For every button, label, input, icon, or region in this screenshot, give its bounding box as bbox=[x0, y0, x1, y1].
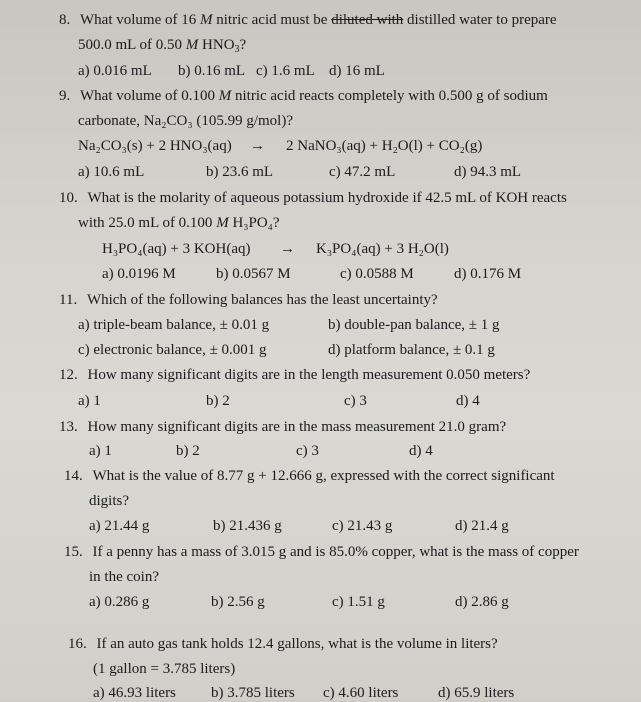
question-12-options bbox=[78, 392, 578, 410]
question-13: 13. How many significant digits are in the mass measurement 21.0 gram? bbox=[59, 419, 507, 435]
option-b: b) 2 bbox=[206, 393, 230, 409]
option-b: b) 2 bbox=[176, 443, 200, 459]
option-c: c) electronic balance, ± 0.001 g bbox=[78, 342, 267, 358]
option-a: a) triple-beam balance, ± 0.01 g bbox=[78, 317, 270, 333]
option-a: a) 0.286 g bbox=[89, 594, 150, 610]
question-number: 8. bbox=[59, 12, 71, 28]
question-11-options-row-1 bbox=[78, 316, 618, 334]
option-d: d) 21.4 g bbox=[455, 518, 509, 534]
question-9-equation bbox=[78, 137, 618, 155]
option-a: a) 46.93 liters bbox=[93, 685, 176, 701]
question-number: 14. bbox=[64, 468, 83, 484]
question-9-options bbox=[78, 163, 618, 181]
option-a: a) 0.016 mL bbox=[78, 63, 152, 79]
question-16-options bbox=[93, 684, 623, 702]
option-d: d) 0.176 M bbox=[454, 266, 522, 282]
option-a: a) 1 bbox=[89, 443, 112, 459]
option-d: d) 4 bbox=[456, 393, 480, 409]
equation-right: 2 NaNO₃(aq) + H₂O(l) + CO₂(g) bbox=[286, 138, 483, 154]
question-9: 9. What volume of 0.100 M nitric acid reacts completely with 0.500 g of sodium bbox=[59, 88, 548, 104]
question-number: 16. bbox=[68, 636, 87, 652]
option-c: c) 47.2 mL bbox=[329, 164, 396, 180]
option-b: b) 0.16 mL bbox=[178, 63, 246, 79]
option-c: c) 4.60 liters bbox=[323, 685, 399, 701]
question-10-line-2: with 25.0 mL of 0.100 M H₃PO₄? bbox=[78, 215, 280, 231]
question-15-options bbox=[89, 593, 599, 611]
question-13-options bbox=[89, 442, 569, 460]
question-number: 10. bbox=[59, 190, 78, 206]
option-d: d) 94.3 mL bbox=[454, 164, 522, 180]
question-8-options bbox=[78, 62, 618, 80]
option-b: b) 3.785 liters bbox=[211, 685, 295, 701]
arrow: → bbox=[280, 241, 295, 257]
arrow: → bbox=[250, 138, 265, 154]
struck-text: diluted with bbox=[331, 12, 404, 28]
option-a: a) 10.6 mL bbox=[78, 164, 145, 180]
equation-left: Na₂CO₃(s) + 2 HNO₃(aq) bbox=[78, 138, 232, 154]
question-10-equation bbox=[102, 240, 602, 258]
question-number: 11. bbox=[59, 292, 78, 308]
question-15: 15. If a penny has a mass of 3.015 g and is 85.0% copper, what is the mass of copper bbox=[64, 544, 579, 560]
option-d: d) 16 mL bbox=[329, 63, 385, 79]
question-14-line-2: digits? bbox=[89, 493, 129, 509]
option-a: a) 0.0196 M bbox=[102, 266, 176, 282]
option-d: d) 4 bbox=[409, 443, 433, 459]
question-14-options bbox=[89, 517, 599, 535]
question-9-line-2: carbonate, Na₂CO₃ (105.99 g/mol)? bbox=[78, 113, 293, 129]
equation-right: K₃PO₄(aq) + 3 H₂O(l) bbox=[316, 241, 449, 257]
question-10-options bbox=[102, 265, 622, 283]
question-number: 13. bbox=[59, 419, 78, 435]
option-c: c) 1.6 mL bbox=[256, 63, 315, 79]
option-a: a) 21.44 g bbox=[89, 518, 150, 534]
question-8: 8. What volume of 16 M nitric acid must be diluted with distilled water to prepare bbox=[59, 12, 557, 28]
option-d: d) 2.86 g bbox=[455, 594, 509, 610]
question-11: 11. Which of the following balances has the least uncertainty? bbox=[59, 292, 438, 308]
option-a: a) 1 bbox=[78, 393, 101, 409]
question-16-line-2: (1 gallon = 3.785 liters) bbox=[93, 661, 236, 677]
question-14: 14. What is the value of 8.77 g + 12.666 g, expressed with the correct significant bbox=[64, 468, 555, 484]
option-c: c) 3 bbox=[296, 443, 319, 459]
option-d: d) platform balance, ± 0.1 g bbox=[328, 342, 495, 358]
option-c: c) 1.51 g bbox=[332, 594, 385, 610]
question-8-line-2: 500.0 mL of 0.50 M $HNO_3$? bbox=[78, 37, 247, 55]
option-c: c) 3 bbox=[344, 393, 367, 409]
option-b: b) 21.436 g bbox=[213, 518, 282, 534]
option-b: b) 0.0567 M bbox=[216, 266, 291, 282]
option-d: d) 65.9 liters bbox=[438, 685, 515, 701]
option-b: b) double-pan balance, ± 1 g bbox=[328, 317, 500, 333]
question-15-line-2: in the coin? bbox=[89, 569, 159, 585]
question-number: 15. bbox=[64, 544, 83, 560]
question-11-options-row-2 bbox=[78, 341, 618, 359]
question-number: 9. bbox=[59, 88, 71, 104]
option-c: c) 21.43 g bbox=[332, 518, 393, 534]
option-c: c) 0.0588 M bbox=[340, 266, 414, 282]
option-b: b) 2.56 g bbox=[211, 594, 265, 610]
question-12: 12. How many significant digits are in the length measurement 0.050 meters? bbox=[59, 367, 531, 383]
equation-left: H₃PO₄(aq) + 3 KOH(aq) bbox=[102, 241, 251, 257]
question-10: 10. What is the molarity of aqueous potassium hydroxide if 42.5 mL of KOH reacts bbox=[59, 190, 567, 206]
question-16: 16. If an auto gas tank holds 12.4 gallons, what is the volume in liters? bbox=[68, 636, 498, 652]
option-b: b) 23.6 mL bbox=[206, 164, 274, 180]
question-number: 12. bbox=[59, 367, 78, 383]
